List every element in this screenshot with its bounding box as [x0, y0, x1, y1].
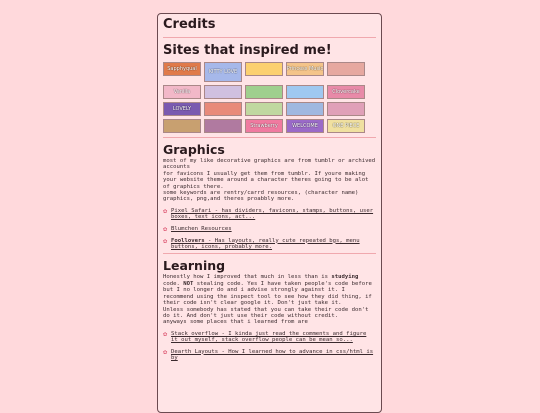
learning-heading: Learning: [163, 258, 226, 274]
learning-text: code.: [163, 280, 184, 287]
site-button[interactable]: ONE PIECE: [327, 119, 365, 133]
learning-bold: NOT: [183, 280, 194, 287]
divider: [163, 37, 376, 38]
site-button[interactable]: [286, 102, 324, 116]
site-button[interactable]: [204, 85, 242, 99]
site-button[interactable]: [245, 102, 283, 116]
site-button[interactable]: [327, 102, 365, 116]
flower-icon: ✿: [163, 347, 168, 356]
site-button[interactable]: KITTY LOVE: [204, 62, 242, 82]
link-description: - Has layouts, really cute repeated bgs, menu buttons, icons, probably more.: [171, 237, 360, 251]
learning-text: stealing code. Yes I have taken people's code before but I no longer do and i advise strongly against it. I recommend using the inspect tool to see how they did thing, if their code isn't clear google it. Don't just take it.: [163, 280, 372, 307]
divider: [163, 137, 376, 138]
learning-paragraph: anyways some places that i learned from are: [163, 319, 308, 326]
learning-paragraph: [163, 274, 376, 306]
site-button[interactable]: [245, 85, 283, 99]
site-buttons-grid: [163, 62, 376, 133]
credits-card: [157, 13, 382, 413]
graphics-paragraph: most of my like decorative graphics are from tumblr or archived accounts: [163, 158, 376, 171]
graphics-paragraph: for favicons I usually get them from tumblr. If youre making your website theme around a character theres going to be alot of graphics there.: [163, 170, 369, 190]
graphics-paragraph: some keywords are rentry/carrd resources, (character name) graphics, png,and theres proabbly more.: [163, 190, 359, 203]
flower-icon: ✿: [163, 224, 168, 233]
resource-link-foollovers[interactable]: [171, 238, 376, 251]
resource-link-row[interactable]: [163, 331, 376, 344]
site-button[interactable]: [204, 102, 242, 116]
flower-icon: ✿: [163, 329, 168, 338]
learning-paragraph: Unless somebody has stated that you can take their code don't do it. And don't just use their code without credit.: [163, 306, 369, 319]
site-button[interactable]: Vanilla: [163, 85, 201, 99]
link-bold-name: Foollovers: [171, 237, 205, 244]
resource-link-row[interactable]: [163, 226, 376, 233]
site-button[interactable]: LOVELY: [163, 102, 201, 116]
learning-text: Honestly how I improved that much in less than is: [163, 274, 332, 281]
divider: [163, 253, 376, 254]
site-button[interactable]: [327, 62, 365, 76]
page-title: Credits: [163, 17, 216, 32]
resource-link-row[interactable]: [163, 349, 376, 362]
site-button[interactable]: [163, 119, 201, 133]
graphics-heading: Graphics: [163, 142, 225, 157]
site-button[interactable]: WELCOME: [286, 119, 324, 133]
learning-bold: studying: [331, 274, 359, 281]
flower-icon: ✿: [163, 206, 168, 215]
resource-link-pixel-safari[interactable]: Pixel Safari - has dividers, favicons, stamps, buttons, user boxes, text icons, act...: [171, 207, 374, 221]
resource-link-dearth-layouts[interactable]: Dearth Layouts - How I learned how to advance in css/html is by: [171, 348, 374, 361]
sites-heading: Sites that inspired me!: [163, 43, 332, 58]
site-button[interactable]: Strawberry: [245, 119, 283, 133]
site-button[interactable]: Sapphyqual: [163, 62, 201, 76]
site-button[interactable]: [245, 62, 283, 76]
flower-icon: ✿: [163, 236, 168, 245]
resource-link-row[interactable]: [163, 238, 376, 251]
site-button[interactable]: Princess Music: [286, 62, 324, 76]
resource-link-stack-overflow[interactable]: Stack overflow - I kinda just read the comments and figure it out myself, stack overflow people can be mean so...: [171, 330, 367, 344]
resource-link-row[interactable]: [163, 208, 376, 221]
site-button[interactable]: [204, 119, 242, 133]
site-button[interactable]: [286, 85, 324, 99]
resource-link-blumchen[interactable]: Blumchen Resources: [171, 225, 232, 232]
site-button[interactable]: Clovercake: [327, 85, 365, 99]
